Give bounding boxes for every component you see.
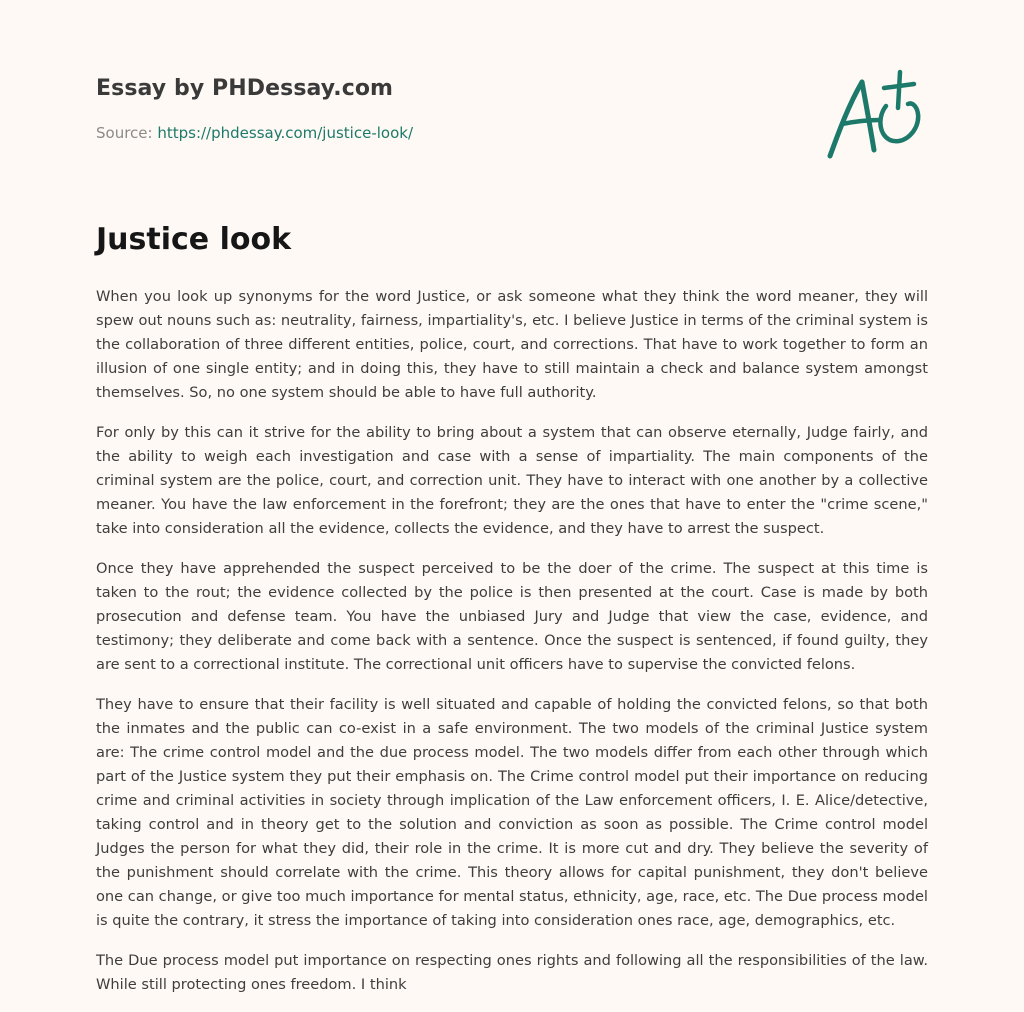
source-label: Source: — [96, 124, 158, 142]
brand-title: Essay by PHDessay.com — [96, 76, 394, 101]
source-link[interactable]: https://phdessay.com/justice-look/ — [157, 124, 413, 142]
article-body — [96, 285, 928, 1012]
page-header — [96, 76, 928, 176]
paragraph: For only by this can it strive for the ability to bring about a system that can observe eternally, Judge fairly, and the ability to weigh each investigation and case with a sense of impartiality. The main components of the criminal system are the police, court, and correction unit. They have to interact with one another by a collective meaner. You have the law enforcement in the forefront; they are the ones that have to enter the "crime scene," take into consideration all the evidence, collects the evidence, and they have to arrest the suspect. — [96, 424, 928, 537]
article-title: Justice look — [96, 222, 292, 257]
paragraph: Once they have apprehended the suspect perceived to be the doer of the crime. The suspect at this time is taken to the rout; the evidence collected by the police is then presented at the court. Case is made by both prosecution and defense team. You have the unbiased Jury and Judge that view the case, evidence, and testimony; they deliberate and come back with a sentence. Once the suspect is sentenced, if found guilty, they are sent to a correctional institute. The correctional unit officers have to supervise the convicted felons. — [96, 560, 928, 673]
paragraph: The Due process model put importance on respecting ones rights and following all the responsibilities of the law. While still protecting ones freedom. I think — [96, 952, 928, 993]
paragraph: When you look up synonyms for the word Justice, or ask someone what they think the word meaner, they will spew out nouns such as: neutrality, fairness, impartiality's, etc. I believe Justice in terms of the criminal system is the collaboration of three different entities, police, court, and corrections. That have to work together to form an illusion of one single entity; and in doing this, they have to still maintain a check and balance system amongst themselves. So, no one system should be able to have full authority. — [96, 288, 928, 401]
a-plus-grade-icon — [822, 68, 926, 164]
paragraph: They have to ensure that their facility is well situated and capable of holding the convicted felons, so that both the inmates and the public can co-exist in a safe environment. The two models of the criminal Justice system are: The crime control model and the due process model. The two models differ from each other through which part of the Justice system they put their emphasis on. The Crime control model put their importance on reducing crime and criminal activities in society through implication of the Law enforcement officers, I. E. Alice/detective, taking control and in theory get to the solution and conviction as soon as possible. The Crime control model Judges the person for what they did, their role in the crime. It is more cut and dry. They believe the severity of the punishment should correlate with the crime. This theory allows for capital punishment, they don't believe one can change, or give too much importance for mental status, ethnicity, age, race, etc. The Due process model is quite the contrary, it stress the importance of taking into consideration ones race, age, demographics, etc. — [96, 696, 928, 929]
source-line — [96, 124, 413, 142]
